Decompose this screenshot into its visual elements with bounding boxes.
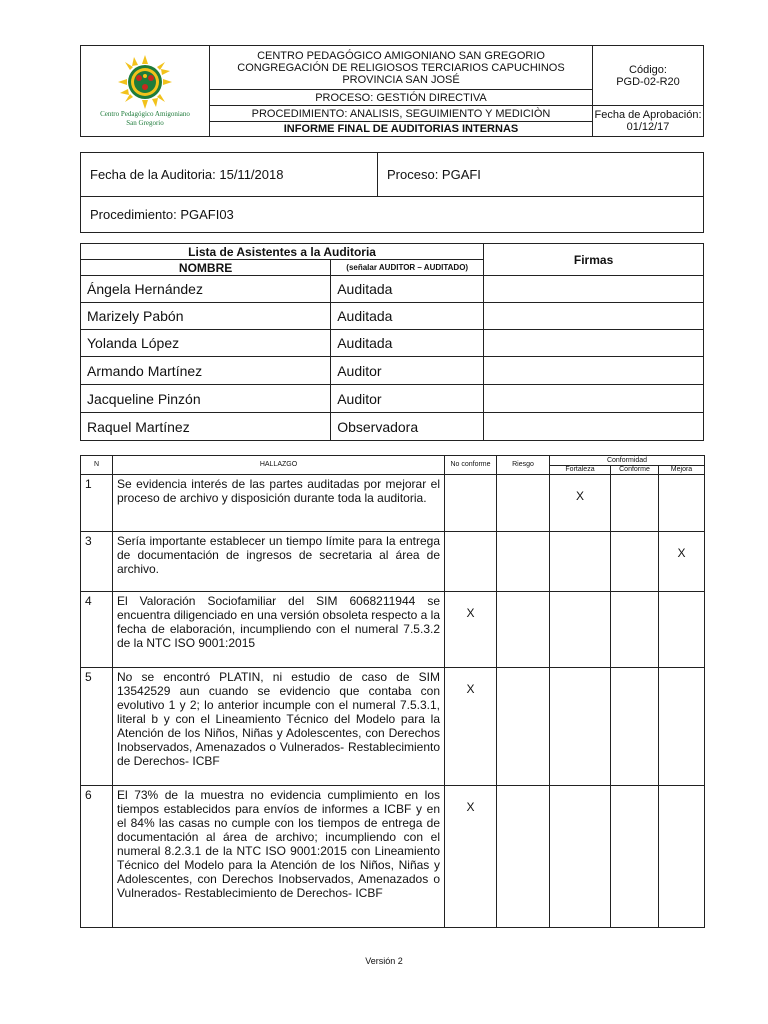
attendee-role: Auditada	[331, 276, 484, 303]
logo-caption: Centro Pedagógico Amigoniano	[100, 110, 190, 118]
attendee-role: Auditada	[331, 330, 484, 357]
attendee-name: Jacqueline Pinzón	[81, 385, 331, 413]
findings-table	[80, 455, 705, 928]
approval-date-label: Fecha de Aprobación:	[594, 109, 702, 121]
conforming-mark	[611, 532, 659, 592]
risk-mark	[497, 532, 550, 592]
attendee-name: Ángela Hernández	[81, 276, 331, 303]
improvement-mark	[659, 786, 705, 928]
audit-info-table	[80, 152, 704, 233]
signature-cell	[484, 330, 704, 357]
attendee-row	[81, 413, 704, 441]
nonconforming-mark	[445, 475, 497, 532]
signature-cell	[484, 303, 704, 330]
risk-mark	[497, 592, 550, 668]
audit-date: Fecha de la Auditoria: 15/11/2018	[81, 153, 378, 197]
attendee-row	[81, 276, 704, 303]
nonconforming-mark	[445, 532, 497, 592]
logo-caption-sub: San Gregorio	[126, 119, 164, 127]
col-n-header: N	[81, 456, 113, 475]
finding-number: 1	[81, 475, 113, 532]
col-conforming-header: Conforme	[611, 466, 659, 475]
finding-number: 4	[81, 592, 113, 668]
attendee-row	[81, 357, 704, 385]
col-strength-header: Fortaleza	[550, 466, 611, 475]
attendees-title: Lista de Asistentes a la Auditoria	[81, 244, 484, 260]
strength-mark	[550, 668, 611, 786]
attendees-table	[80, 243, 704, 441]
risk-mark	[497, 475, 550, 532]
org-line-2: CONGREGACIÓN DE RELIGIOSOS TERCIARIOS CAPUCHINOS	[237, 61, 565, 74]
code-value: PGD-02-R20	[616, 75, 680, 88]
attendee-row	[81, 330, 704, 357]
signatures-header: Firmas	[484, 244, 704, 276]
col-risk-header: Riesgo	[497, 456, 550, 475]
col-nonconforming-header: No conforme	[445, 456, 497, 475]
attendee-name: Raquel Martínez	[81, 413, 331, 441]
finding-text: No se encontró PLATIN, ni estudio de caso de SIM 13542529 aun cuando se evidencio que contaba con evolutivo 1 y 2; lo anterior incumple con el numeral 7.5.3.1, literal b y con el Lineamiento Técnico del Modelo para la Atención de los Niños, Niñas y Adolescentes, con Derechos Inobservados, Amenazados o Vulnerados- Restablecimiento de Derechos- ICBF	[113, 668, 445, 786]
col-improvement-header: Mejora	[659, 466, 705, 475]
nonconforming-mark: X	[445, 786, 497, 928]
institution-logo	[117, 54, 173, 110]
signature-cell	[484, 385, 704, 413]
audit-process: Proceso: PGAFI	[378, 153, 704, 197]
strength-mark	[550, 786, 611, 928]
finding-text: Se evidencia interés de las partes auditadas por mejorar el proceso de archivo y disposición durante toda la auditoria.	[113, 475, 445, 532]
nonconforming-mark: X	[445, 592, 497, 668]
attendee-row	[81, 303, 704, 330]
improvement-mark	[659, 668, 705, 786]
role-header: (señalar AUDITOR – AUDITADO)	[331, 260, 484, 276]
risk-mark	[497, 786, 550, 928]
org-line-3: PROVINCIA SAN JOSÉ	[342, 73, 460, 86]
report-title: INFORME FINAL DE AUDITORIAS INTERNAS	[210, 122, 593, 137]
col-conformity-header: Conformidad	[550, 456, 705, 466]
conforming-mark	[611, 592, 659, 668]
org-line-1: CENTRO PEDAGÓGICO AMIGONIANO SAN GREGORIO	[257, 49, 545, 62]
signature-cell	[484, 357, 704, 385]
org-name-cell	[210, 46, 593, 90]
signature-cell	[484, 413, 704, 441]
logo-cell	[81, 46, 210, 137]
improvement-mark	[659, 592, 705, 668]
audit-procedure: Procedimiento: PGAFI03	[81, 197, 704, 233]
conforming-mark	[611, 475, 659, 532]
attendee-role: Auditor	[331, 385, 484, 413]
finding-number: 6	[81, 786, 113, 928]
col-finding-header: HALLAZGO	[113, 456, 445, 475]
conforming-mark	[611, 786, 659, 928]
process-title: PROCESO: GESTIÓN DIRECTIVA	[210, 90, 593, 106]
nonconforming-mark: X	[445, 668, 497, 786]
finding-text: El 73% de la muestra no evidencia cumplimiento en los tiempos establecidos para envíos de informes a ICBF y en el 84% las casas no cumple con los tiempos de entrega de documentación al área de archivo; incumpliendo con el numeral 8.2.3.1 de la NTC ISO 9001:2015 con Lineamiento Técnico del Modelo para la Atención de los Niños, Niñas y Adolescentes, con Derechos Inobservados, Amenazados o Vulnerados- Restablecimiento de Derechos- ICBF	[113, 786, 445, 928]
finding-row	[81, 668, 705, 786]
signature-cell	[484, 276, 704, 303]
finding-row	[81, 475, 705, 532]
strength-mark: X	[550, 475, 611, 532]
name-header: NOMBRE	[81, 260, 331, 276]
finding-row	[81, 532, 705, 592]
attendee-name: Marizely Pabón	[81, 303, 331, 330]
finding-text: Sería importante establecer un tiempo límite para la entrega de documentación de ingresos de secretaria al área de archivo.	[113, 532, 445, 592]
risk-mark	[497, 668, 550, 786]
finding-number: 3	[81, 532, 113, 592]
procedure-title: PROCEDIMIENTO: ANALISIS, SEGUIMIENTO Y MEDICIÒN	[210, 106, 593, 122]
attendee-name: Yolanda López	[81, 330, 331, 357]
attendee-name: Armando Martínez	[81, 357, 331, 385]
conforming-mark	[611, 668, 659, 786]
strength-mark	[550, 592, 611, 668]
approval-date-value: 01/12/17	[626, 121, 670, 133]
improvement-mark: X	[659, 532, 705, 592]
improvement-mark	[659, 475, 705, 532]
attendee-role: Observadora	[331, 413, 484, 441]
finding-row	[81, 786, 705, 928]
finding-row	[81, 592, 705, 668]
attendee-role: Auditada	[331, 303, 484, 330]
attendee-row	[81, 385, 704, 413]
approval-date-cell	[593, 106, 704, 137]
document-header	[80, 45, 704, 137]
finding-number: 5	[81, 668, 113, 786]
version-footer: Versión 2	[365, 956, 403, 966]
strength-mark	[550, 532, 611, 592]
finding-text: El Valoración Sociofamiliar del SIM 6068211944 se encuentra diligenciado en una versión obsoleta respecto a la fecha de elaboración, incumpliendo con el numeral 7.5.3.2 de la NTC ISO 9001:2015	[113, 592, 445, 668]
code-cell	[593, 46, 704, 106]
attendee-role: Auditor	[331, 357, 484, 385]
code-label: Código:	[629, 63, 667, 76]
